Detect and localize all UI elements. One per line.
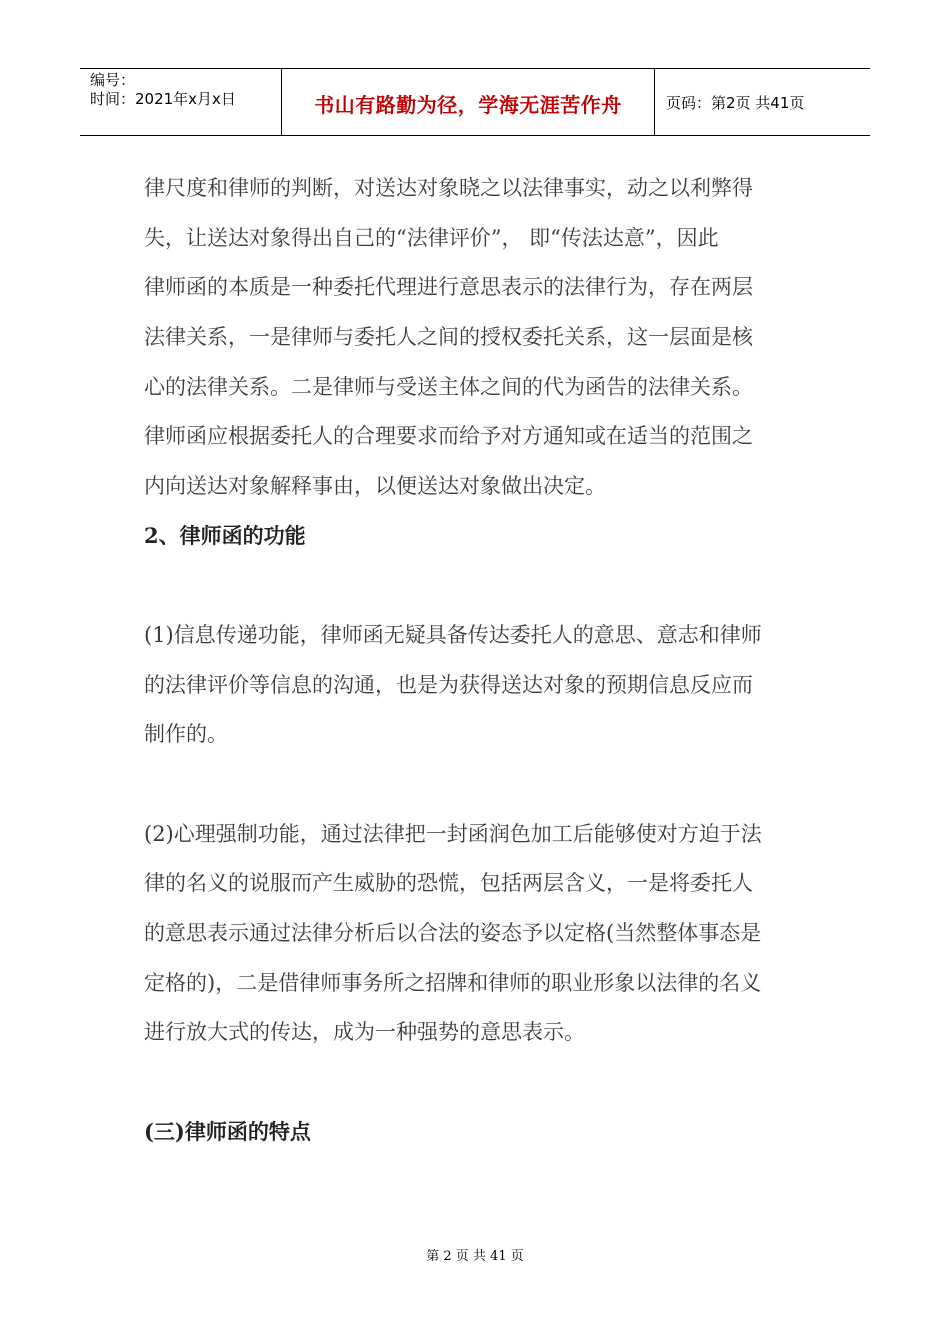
body-line: 的法律评价等信息的沟通，也是为获得送达对象的预期信息反应而 xyxy=(144,673,753,697)
header-meta xyxy=(90,71,236,109)
body-line: 内向送达对象解释事由，以便送达对象做出决定。 xyxy=(144,474,606,498)
header-top-rule xyxy=(80,68,870,69)
body-line: 法律关系，一是律师与委托人之间的授权委托关系，这一层面是核 xyxy=(144,325,753,349)
section-heading-functions: 2、律师函的功能 xyxy=(144,523,306,548)
page-footer: 第 2 页 共 41 页 xyxy=(426,1249,524,1264)
body-line: 律师函的本质是一种委托代理进行意思表示的法律行为，存在两层 xyxy=(144,275,753,299)
body-line: 定格的)，二是借律师事务所之招牌和律师的职业形象以法律的名义 xyxy=(144,971,762,995)
body-line: 律的名义的说服而产生威胁的恐慌，包括两层含义，一是将委托人 xyxy=(144,871,753,895)
header-time-label: 时间：2021年x月x日 xyxy=(90,90,236,108)
body-line: 律师函应根据委托人的合理要求而给予对方通知或在适当的范围之 xyxy=(144,424,753,448)
body-line: 律尺度和律师的判断，对送达对象晓之以法律事实，动之以利弊得 xyxy=(144,176,753,200)
body-line: (2)心理强制功能，通过法律把一封函润色加工后能够使对方迫于法 xyxy=(144,822,762,846)
body-line: 心的法律关系。二是律师与受送主体之间的代为函告的法律关系。 xyxy=(144,375,753,399)
body-line: 制作的。 xyxy=(144,722,228,746)
body-line: 的意思表示通过法律分析后以合法的姿态予以定格(当然整体事态是 xyxy=(144,921,762,945)
header-divider-right xyxy=(654,68,655,136)
header-motto: 书山有路勤为径，学海无涯苦作舟 xyxy=(314,93,622,117)
header-page-info: 页码：第2页 共41页 xyxy=(666,94,805,112)
section-heading-features: (三)律师函的特点 xyxy=(144,1119,311,1144)
header-number-label: 编号： xyxy=(90,71,136,89)
body-line: (1)信息传递功能，律师函无疑具备传达委托人的意思、意志和律师 xyxy=(144,623,762,647)
header-bottom-rule xyxy=(80,135,870,136)
body-line: 进行放大式的传达，成为一种强势的意思表示。 xyxy=(144,1020,585,1044)
body-line: 失，让送达对象得出自己的“法律评价”， 即“传法达意”，因此 xyxy=(144,226,719,250)
